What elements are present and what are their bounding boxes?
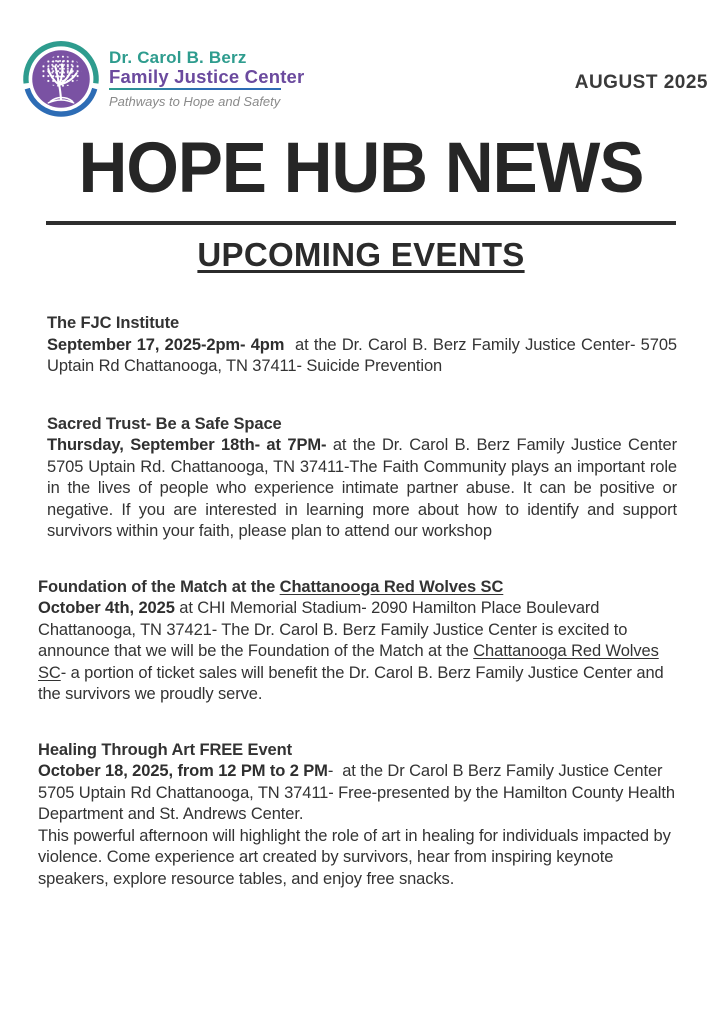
- event-description: at CHI Memorial Stadium- 2090 Hamilton Place Boulevard Chattanooga, TN 37421- The Dr. Carol B. Berz Family Justice Center is excited to announce that we will be the Foundation of the Match at the: [38, 599, 628, 660]
- event-title-text: Foundation of the Match at the: [38, 577, 280, 596]
- logo-text: [109, 40, 304, 109]
- event-title: The FJC Institute: [47, 314, 180, 332]
- logo-tagline: Pathways to Hope and Safety: [109, 94, 281, 109]
- event-datetime: October 18, 2025, from 12 PM to 2 PM: [38, 762, 328, 780]
- event-fjc-institute: [47, 313, 677, 378]
- section-heading: UPCOMING EVENTS: [197, 236, 525, 273]
- event-description: at the Dr. Carol B. Berz Family Justice Center 5705 Uptain Rd. Chattanooga, TN 37411-The Faith Community plays an important role in the lives of people who experience intimate partner abuse. It can be positive or negative. If you are interested in learning more about how to identify and support survivors within your faith, please plan to attend our workshop: [47, 436, 677, 540]
- logo-org-subname: Family Justice Center: [109, 66, 305, 87]
- event-body: [38, 598, 680, 706]
- event-body-paragraph-2: This powerful afternoon will highlight the role of art in healing for individuals impacted by violence. Come experience art created by survivors, hear from inspiring keynote speakers, explore resource tables, and enjoy free snacks.: [38, 826, 671, 888]
- event-datetime: September 17, 2025-2pm- 4pm: [47, 335, 285, 354]
- tree-in-circle-icon: [22, 40, 100, 118]
- event-datetime: October 4th, 2025: [38, 599, 175, 617]
- event-healing-through-art: [38, 740, 680, 891]
- title-divider: [46, 221, 676, 225]
- issue-date: AUGUST 2025: [574, 72, 708, 93]
- red-wolves-link[interactable]: Chattanooga Red Wolves SC: [279, 577, 504, 596]
- event-title: Healing Through Art FREE Event: [38, 740, 292, 759]
- fjc-logo: [22, 40, 304, 118]
- event-sacred-trust: [47, 414, 677, 543]
- event-title: Sacred Trust- Be a Safe Space: [47, 414, 282, 433]
- newsletter-title: HOPE HUB NEWS: [78, 129, 644, 208]
- header: [0, 0, 722, 118]
- event-title: [38, 577, 680, 599]
- event-description: - a portion of ticket sales will benefit the Dr. Carol B. Berz Family Justice Center and the survivors we proudly serve.: [38, 663, 664, 703]
- event-description: at the Dr. Carol B. Berz Family Justice Center- 5705 Uptain Rd Chattanooga, TN 37411- Suicide Prevention: [47, 335, 677, 375]
- red-wolves-link[interactable]: Chattanooga Red Wolves SC: [38, 642, 659, 682]
- event-body: [38, 761, 680, 826]
- event-description: - at the Dr Carol B Berz Family Justice Center 5705 Uptain Rd Chattanooga, TN 37411- Free-presented by the Hamilton County Health Department and St. Andrews Center.: [38, 762, 675, 823]
- event-body: [47, 435, 677, 543]
- event-foundation-of-the-match: [38, 577, 680, 706]
- logo-underline: [109, 88, 281, 90]
- event-datetime: Thursday, September 18th- at 7PM-: [47, 436, 327, 454]
- logo-org-name: Dr. Carol B. Berz: [109, 48, 247, 67]
- event-body: [47, 335, 677, 378]
